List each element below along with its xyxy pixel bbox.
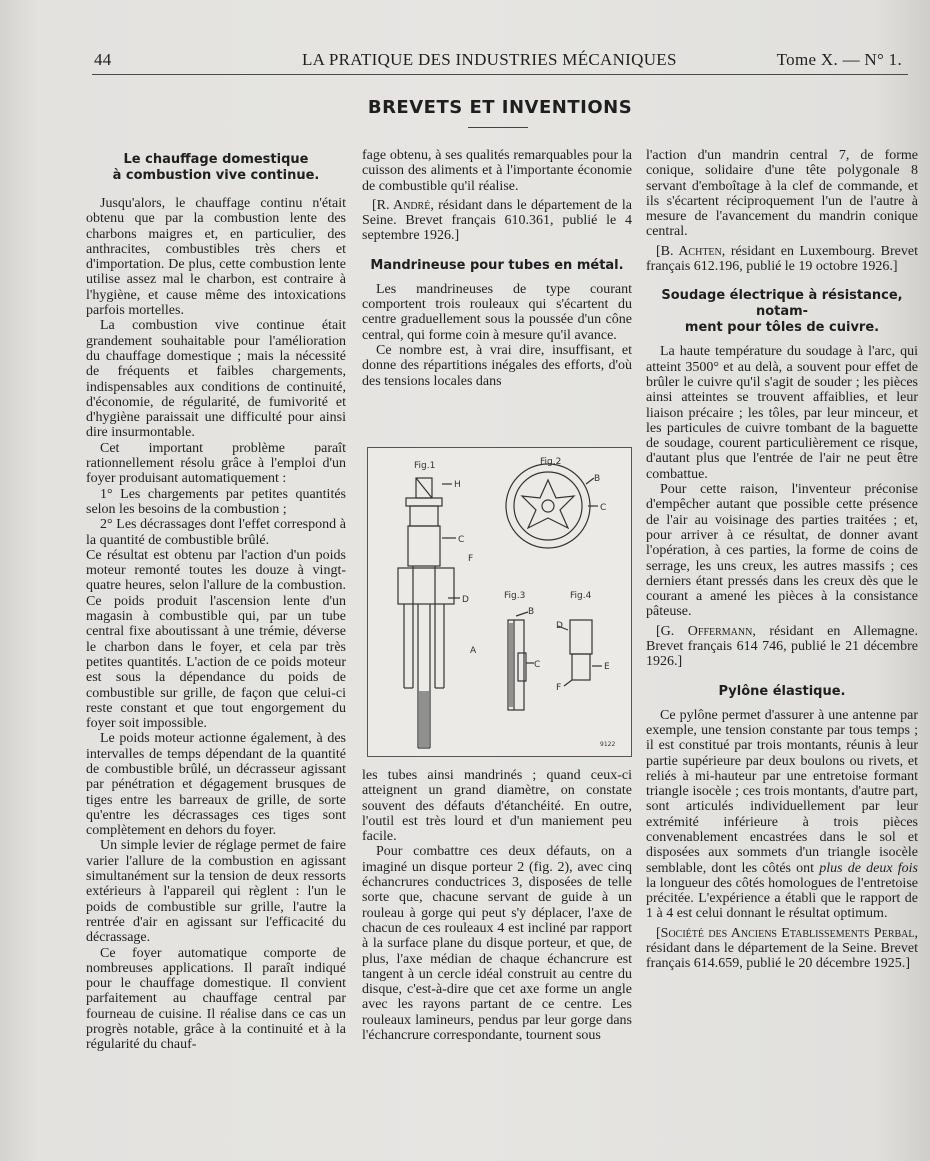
header-rule — [92, 74, 908, 75]
paragraph: fage obtenu, à ses qualités remarquables pour la cuisson des aliments et à l'importante économie de combustible qu'il réalise. — [362, 148, 632, 194]
column-2-continued — [362, 768, 632, 1043]
paragraph: Pour combattre ces deux défauts, on a imaginé un disque porteur 2 (fig. 2), avec cinq échancrures conductrices 3, disposées de telle sorte que, chacune servant de guide à un rouleau à gorge qui peut s'y déplacer, l'axe de chacun de ces rouleaux 4 est incliné par rapport à la surface plane du disque porteur, et que, de plus, l'axe médian de chaque échancrure est tangent à un cercle idéal construit au centre du disque, c'est-à-dire que cet axe forme un angle avec les rayons partant de ce centre. Les rouleaux lamineurs, pendus par leur gorge dans l'échancrure correspondante, tournent sous — [362, 844, 632, 1044]
patent-reference: [Société des Anciens Etablissements Perbal, résidant dans le département de la Seine. Brevet français 614.659, publié le 20 décembre 1925.] — [646, 925, 918, 972]
paragraph: Ce foyer automatique comporte de nombreuses applications. Il paraît indiqué pour le chauffage domestique. Il convient parfaitement au chauffage central par fourneau de cuisine. Il réalise dans ce cas un progrès notable, grâce à la continuité et à la régularité du chauf- — [86, 945, 346, 1053]
paragraph: 2° Les décrassages dont l'effet correspond à la quantité de combustible brûlé. — [86, 517, 346, 548]
tome-number: Tome X. — N° 1. — [776, 50, 902, 69]
paragraph: Ce pylône permet d'assurer à une antenne par exemple, une tension constante par tous temps ; il est constitué par trois montants, réunis à leur partie supérieure par deux boulons ou rivets, et reliés à mi-hauteur par une entretoise formant triangle isocèle ; ces trois montants, d'autre part, sont articulés individuellement par leur extrémité inférieure à trois pièces convenablement encastrées dans le sol et disposées aux sommets d'un triangle isocèle semblable, dont les côtés ont plus de deux fois la longueur des côtés homologues de l'entretoise précitée. L'expérience a établi que le rapport de 1 à 4 est celui donnant le résultat optimum. — [646, 707, 918, 922]
paragraph: La haute température du soudage à l'arc, qui atteint 3500° et au delà, a souvent pour effet de brûler le cuivre qu'il s'agit de souder ; les pièces ainsi atteintes se trouvent affaiblies, et leur liaison précaire ; les tôles, par leur minceur, et les particules de cuivre tombant de la baguette de soudage, courent particulièrement ce risque, d'autant plus que l'entrée de l'air ne peut être combattue. — [646, 344, 918, 482]
fig2-label: Fig.2 — [540, 457, 562, 467]
paragraph: 1° Les chargements par petites quantités selon les besoins de la combustion ; — [86, 486, 346, 517]
paragraph: Le poids moteur actionne également, à des intervalles de temps dépendant de la quantité de combustible brûlé, un décrasseur agissant par pénétration et dégagement brusques de tiges entre les barreaux de grille, de sorte qu'entre les décrassages ces tiges sont complètement en dehors du foyer. — [86, 731, 346, 839]
paragraph: les tubes ainsi mandrinés ; quand ceux-ci atteignent un grand diamètre, on constate souvent des défauts d'étanchéité. En outre, l'outil est très lourd et d'un maniement peu facile. — [362, 768, 632, 845]
section-rule — [468, 127, 528, 128]
patent-reference: [R. André, résidant dans le département de la Seine. Brevet français 610.361, publié le 4 septembre 1926.] — [362, 197, 632, 244]
patent-reference: [G. Offermann, résidant en Allemagne. Brevet français 614 746, publié le 21 décembre 1926.] — [646, 623, 918, 670]
paragraph: Cet important problème paraît rationnellement résolu grâce à l'emploi d'un foyer produisant automatiquement : — [86, 440, 346, 487]
part-label: B — [594, 474, 601, 484]
column-1 — [86, 148, 346, 1053]
paragraph: Jusqu'alors, le chauffage continu n'était obtenu que par la combustion lente des charbons maigres et, en particulier, des anthracites, combustibles très chers et d'importation. De plus, cette combustion lente utilise assez mal le charbon, est contraire à l'hygiène, et cause même des intoxications parfois mortelles. — [86, 196, 346, 319]
fig3-label: Fig.3 — [504, 591, 526, 601]
paragraph: Pour cette raison, l'inventeur préconise d'empêcher autant que possible cette présence de l'air au voisinage des parties traitées ; et, pour arriver à ce résultat, de donner avant l'opération, à ces parties, la forme de coins de serrage, les uns creux, les autres massifs ; ces derniers étant pressés dans les creux dès que le courant a amené les pièces à la consistance pâteuse. — [646, 482, 918, 620]
part-label: A — [470, 646, 477, 656]
article-title: Soudage électrique à résistance, notam- ment pour tôles de cuivre. — [661, 288, 903, 336]
paragraph: Les mandrineuses de type courant comportent trois rouleaux qui s'écartent du centre graduellement sous la poussée d'un cône central, qui forme coin à mesure qu'il avance. — [362, 281, 632, 343]
column-2 — [362, 148, 632, 389]
part-label: E — [604, 662, 610, 672]
part-label: B — [528, 607, 535, 617]
technical-figure — [367, 447, 632, 757]
page-number: 44 — [94, 50, 112, 69]
article-title: Mandrineuse pour tubes en métal. — [370, 257, 624, 273]
article-title: Le chauffage domestique à combustion vive continue. — [112, 152, 320, 183]
paragraph: Un simple levier de réglage permet de faire varier l'allure de la combustion en agissant simultanément sur la tension de deux ressorts extérieurs à l'appareil qui règlent : l'un le poids de combustible sur grille, l'autre la rentrée d'air en agissant sur l'efficacité du décrassage. — [86, 838, 346, 946]
running-header — [94, 50, 906, 72]
part-label: H — [454, 480, 461, 490]
part-label: F — [468, 554, 474, 564]
column-3 — [646, 148, 918, 972]
fig4-label: Fig.4 — [570, 591, 592, 601]
paragraph: Ce résultat est obtenu par l'action d'un poids moteur remonté toutes les douze à vingt-quatre heures, selon l'allure de la combustion. Ce poids produit l'ascension lente d'un magasin à combustible qui, par un tube central fixe aboutissant à une trémie, déverse le charbon dans le foyer, et cela par très petites quantités. L'action de ce poids moteur est sous la dépendance du poids de combustible sur grille, de façon que celui-ci reste constant et que tout engorgement du foyer soit impossible. — [86, 547, 346, 732]
part-label: C — [534, 660, 541, 670]
paragraph: l'action d'un mandrin central 7, de forme conique, solidaire d'une tête polygonale 8 servant d'emboîtage à la clef de commande, et ils s'écartent réciproquement l'un de l'autre à mesure de l'avancement du mandrin conique central. — [646, 148, 918, 240]
part-label: C — [600, 503, 607, 513]
fig1-label: Fig.1 — [414, 461, 436, 471]
mandrel-drawing — [368, 448, 631, 756]
article-title: Pylône élastique. — [718, 683, 846, 699]
figure-mark: 9122 — [600, 741, 616, 748]
part-label: D — [462, 595, 469, 605]
paragraph: Ce nombre est, à vrai dire, insuffisant, et donne des répartitions inégales des efforts, d'où des tensions locales dans — [362, 342, 632, 389]
part-label: D — [556, 621, 563, 631]
journal-title: LA PRATIQUE DES INDUSTRIES MÉCANIQUES — [302, 50, 677, 69]
paragraph: La combustion vive continue était grandement souhaitable pour l'amélioration du chauffage domestique ; mais la nécessité de fréquents et faibles chargements, indispensables aux conditions de continuité, d'économie, de régularité, de fumivorité et d'hygiène paraissait une difficulté pour ainsi dire insurmontable. — [86, 318, 346, 441]
patent-reference: [B. Achten, résidant en Luxembourg. Brevet français 612.196, publié le 19 octobre 1926.] — [646, 243, 918, 275]
section-title: BREVETS ET INVENTIONS — [367, 97, 633, 118]
part-label: F — [556, 683, 562, 693]
part-label: C — [458, 535, 465, 545]
